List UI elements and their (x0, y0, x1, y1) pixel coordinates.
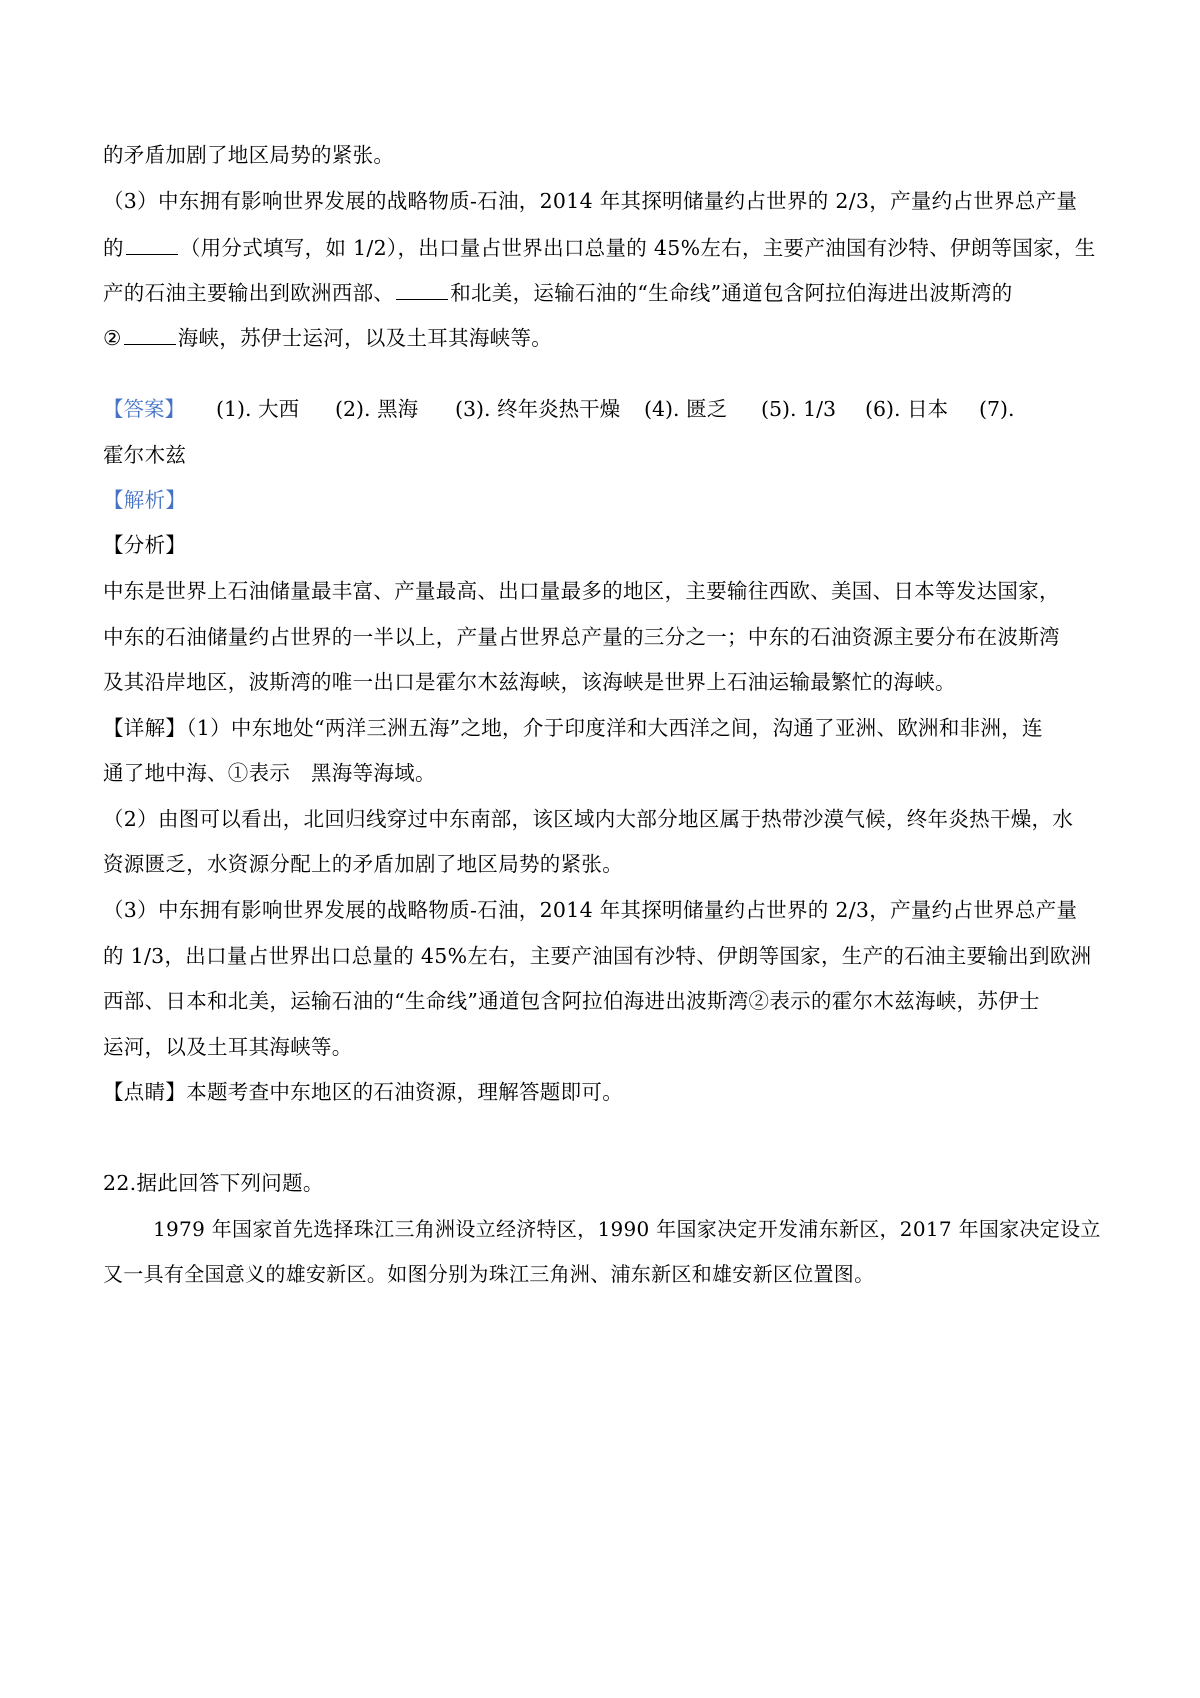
xiangjie-line: 西部、日本和北美，运输石油的“生命线”通道包含阿拉伯海进出波斯湾②表示的霍尔木兹海峡，苏伊士 (103, 989, 1040, 1013)
xiangjie-line: 【详解】（1）中东地处“两洋三洲五海”之地，介于印度洋和大西洋之间，沟通了亚洲、欧洲和非洲，连 (103, 716, 1043, 740)
xiangjie-line: （3）中东拥有影响世界发展的战略物质-石油，2014 年其探明储量约占世界的 2/3，产量约占世界总产量 (103, 898, 1078, 922)
answer-row (103, 394, 1101, 424)
answer-item: (3). 终年炎热干燥 (455, 397, 621, 421)
answer-item: (5). 1/3 (761, 397, 837, 421)
xiangjie-line: 运河，以及土耳其海峡等。 (103, 1035, 353, 1059)
question-part3-line2 (103, 232, 1101, 263)
fenxi-line: 及其沿岸地区，波斯湾的唯一出口是霍尔木兹海峡，该海峡是世界上石油运输最繁忙的海峡。 (103, 670, 956, 694)
answer-blank (126, 232, 178, 255)
question-22-title: 22.据此回答下列问题。 (103, 1171, 324, 1195)
question-part3-line3 (103, 277, 1101, 308)
answer-blank (124, 322, 176, 345)
text-fragment: 和北美，运输石油的“生命线”通道包含阿拉伯海进出波斯湾的 (450, 281, 1013, 305)
xiangjie-line: 资源匮乏，水资源分配上的矛盾加剧了地区局势的紧张。 (103, 852, 623, 876)
text-fragment: 的 (103, 236, 124, 260)
fenxi-label: 【分析】 (103, 533, 187, 557)
answer-item: (6). 日本 (865, 397, 949, 421)
answer-wrap: 霍尔木兹 (103, 443, 187, 467)
fenxi-line: 中东的石油储量约占世界的一半以上，产量占世界总产量的三分之一；中东的石油资源主要分布在波斯湾 (103, 625, 1060, 649)
text-line: 的矛盾加剧了地区局势的紧张。 (103, 143, 395, 167)
xiangjie-line: 通了地中海、①表示 黑海等海域。 (103, 761, 436, 785)
answer-label: 【答案】 (103, 397, 185, 421)
question-22-body: 又一具有全国意义的雄安新区。如图分别为珠江三角洲、浦东新区和雄安新区位置图。 (103, 1262, 875, 1286)
answer-item: (4). 匮乏 (644, 397, 728, 421)
analysis-label: 【解析】 (103, 488, 187, 512)
xiangjie-line: 的 1/3，出口量占世界出口总量的 45%左右，主要产油国有沙特、伊朗等国家，生产的石油主要输出到欧洲 (103, 944, 1092, 968)
question-22-body: 1979 年国家首先选择珠江三角洲设立经济特区，1990 年国家决定开发浦东新区，2017 年国家决定设立 (153, 1217, 1101, 1241)
answer-item: (1). 大西 (216, 397, 300, 421)
question-part3-line1: （3）中东拥有影响世界发展的战略物质-石油，2014 年其探明储量约占世界的 2/3，产量约占世界总产量 (103, 189, 1078, 213)
fenxi-line: 中东是世界上石油储量最丰富、产量最高、出口量最多的地区，主要输往西欧、美国、日本等发达国家， (103, 579, 1060, 603)
dianjing-line: 【点睛】本题考查中东地区的石油资源，理解答题即可。 (103, 1080, 623, 1104)
answer-item: (2). 黑海 (335, 397, 419, 421)
answer-blank (396, 277, 448, 300)
question-part3-line4 (103, 322, 1101, 353)
xiangjie-line: （2）由图可以看出，北回归线穿过中东南部，该区域内大部分地区属于热带沙漠气候，终年炎热干燥，水 (103, 807, 1074, 831)
text-fragment: 海峡，苏伊士运河，以及土耳其海峡等。 (177, 326, 553, 350)
text-fragment: 产的石油主要输出到欧洲西部、 (103, 281, 395, 305)
text-fragment: （用分式填写，如 1/2），出口量占世界出口总量的 45%左右，主要产油国有沙特、伊朗等国家，生 (179, 236, 1096, 260)
text-fragment: ② (103, 326, 122, 350)
answer-item: (7). (979, 397, 1015, 421)
